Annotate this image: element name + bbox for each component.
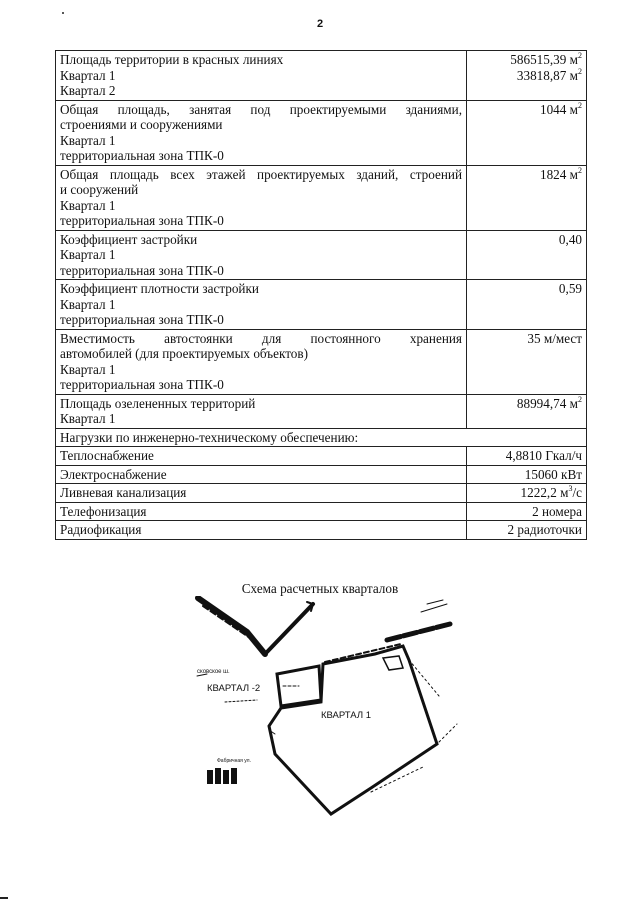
- parameter-value: [471, 331, 582, 347]
- engineering-value: 15060 кВт: [524, 466, 582, 482]
- parameter-text-line: Квартал 1: [60, 132, 116, 148]
- engineering-value-cell: [467, 502, 587, 521]
- parameter-value: [471, 396, 582, 412]
- engineering-label: Теплоснабжение: [56, 447, 467, 466]
- parameter-value: [471, 232, 582, 248]
- parameter-text-line: Квартал 1: [60, 67, 116, 83]
- engineering-label: Ливневая канализация: [56, 484, 467, 503]
- value-unit-suffix: /с: [572, 485, 582, 500]
- engineering-value: 2 номера: [532, 503, 582, 519]
- engineering-row: [56, 502, 587, 521]
- engineering-header-row: [56, 428, 587, 447]
- parameter-row: [56, 51, 587, 101]
- engineering-label: Телефонизация: [56, 502, 467, 521]
- parameter-value: [471, 68, 582, 84]
- parameter-description: [56, 51, 467, 101]
- parameter-text-line: территориальная зона ТПК-0: [60, 262, 224, 278]
- road-line: [421, 604, 447, 612]
- value-unit-exponent: 2: [578, 100, 582, 110]
- parameter-row: [56, 329, 587, 394]
- parameter-text-line: строениями и сооружениями: [60, 117, 223, 132]
- value-number: 33818,87 м: [516, 67, 578, 83]
- parameter-text-line: Квартал 1: [60, 247, 116, 262]
- parameter-text-line: Коэффициент плотности застройки: [60, 281, 259, 296]
- parameter-row: [56, 165, 587, 230]
- road-line: [198, 598, 265, 654]
- quarter-1-corner: [383, 656, 403, 670]
- engineering-value-cell: [467, 465, 587, 484]
- engineering-value: 4,8810 Гкал/ч: [505, 448, 582, 463]
- parameter-text-line: Площадь озелененных территорий: [60, 395, 256, 411]
- engineering-value: 1222,2 м: [520, 485, 569, 500]
- value-number: 0,59: [558, 281, 582, 296]
- parameter-text-line: территориальная зона ТПК-0: [60, 312, 224, 327]
- value-unit-exponent: 3: [568, 484, 573, 493]
- engineering-row: [56, 465, 587, 484]
- parameter-row: [56, 100, 587, 165]
- engineering-label: Электроснабжение: [56, 465, 467, 484]
- parameter-description: [56, 230, 467, 280]
- parameter-text-line: автомобилей (для проектируемых объектов): [60, 346, 309, 361]
- road-line: [387, 624, 450, 640]
- parameter-description: [56, 394, 467, 428]
- parameter-value-cell: [467, 230, 587, 280]
- value-number: 1824 м: [539, 166, 578, 182]
- parameter-description: [56, 165, 467, 230]
- parameter-description: [56, 280, 467, 330]
- parameters-table: [55, 50, 587, 540]
- engineering-row: [56, 447, 587, 466]
- parameter-text-line: и сооружений: [60, 182, 139, 197]
- value-number: 1044 м: [539, 101, 578, 117]
- road-line: [267, 604, 313, 652]
- parameter-row: [56, 280, 587, 330]
- parameter-description: [56, 100, 467, 165]
- parameter-text-line: Квартал 1: [60, 197, 116, 213]
- value-unit-exponent: 2: [578, 66, 582, 76]
- parameter-text-line: территориальная зона ТПК-0: [60, 213, 224, 228]
- scheme-title: Схема расчетных кварталов: [241, 581, 399, 596]
- street-mark: [225, 700, 257, 702]
- engineering-row: [56, 521, 587, 540]
- parameter-text-line: территориальная зона ТПК-0: [60, 377, 224, 392]
- value-number: 0,40: [558, 231, 582, 247]
- parameter-text-line: Квартал 1: [60, 296, 116, 312]
- parameter-text-line: Квартал 1: [60, 361, 116, 377]
- street-label-2: Фабричная ул.: [217, 758, 251, 764]
- road-line: [203, 606, 250, 638]
- scan-corner-mark: [0, 897, 8, 899]
- engineering-value: 2 радиоточки: [507, 522, 582, 537]
- road-line: [439, 724, 457, 742]
- parameter-value-cell: [467, 51, 587, 101]
- parameter-value: [471, 281, 582, 297]
- parameter-value-cell: [467, 280, 587, 330]
- parameter-text-line: Общая площадь, занятая под проектируемыми зданиями,: [60, 101, 462, 117]
- hatched-block: [207, 768, 237, 784]
- page-number: 2: [316, 18, 324, 30]
- parameter-text-line: территориальная зона ТПК-0: [60, 148, 224, 163]
- parameter-value: [471, 167, 582, 183]
- parameter-text-line: Общая площадь всех этажей проектируемых зданий, строений: [60, 166, 462, 182]
- parameter-text-line: Площадь территории в красных линиях: [60, 52, 284, 67]
- parameter-text-line: Квартал 2: [60, 83, 116, 98]
- engineering-value-cell: [467, 521, 587, 540]
- parameter-value-cell: [467, 100, 587, 165]
- parameter-text-line: Вместимость автостоянки для постоянного хранения: [60, 330, 462, 346]
- parameter-value: [471, 52, 582, 68]
- parameter-value-cell: [467, 165, 587, 230]
- scan-artifact-dot: [62, 12, 64, 14]
- parameter-text-line: Квартал 1: [60, 411, 116, 426]
- quarter-2-label: КВАРТАЛ -2: [207, 683, 261, 694]
- value-number: 88994,74 м: [516, 395, 578, 411]
- engineering-value-cell: [467, 447, 587, 466]
- value-unit-exponent: 2: [578, 51, 582, 60]
- parameter-value-cell: [467, 394, 587, 428]
- parameter-row: [56, 394, 587, 428]
- value-number: 586515,39 м: [510, 52, 578, 67]
- quarters-scheme-map: [195, 596, 465, 828]
- quarter-1-label: КВАРТАЛ 1: [321, 710, 371, 721]
- engineering-row: [56, 484, 587, 503]
- engineering-value-cell: [467, 484, 587, 503]
- road-line: [427, 600, 443, 604]
- value-unit-exponent: 2: [578, 394, 582, 404]
- quarter-1-dashes: [331, 788, 371, 814]
- quarter-1-dashes: [325, 644, 401, 662]
- value-unit-exponent: 2: [578, 165, 582, 175]
- parameter-value: [471, 102, 582, 118]
- street-label-1: сковское ш.: [197, 669, 230, 675]
- parameter-row: [56, 230, 587, 280]
- engineering-label: Радиофикация: [56, 521, 467, 540]
- value-number: 35 м/мест: [527, 330, 582, 346]
- parameter-description: [56, 329, 467, 394]
- engineering-header: Нагрузки по инженерно-техническому обеспечению:: [56, 428, 587, 447]
- parameter-text-line: Коэффициент застройки: [60, 231, 198, 247]
- parameter-value-cell: [467, 329, 587, 394]
